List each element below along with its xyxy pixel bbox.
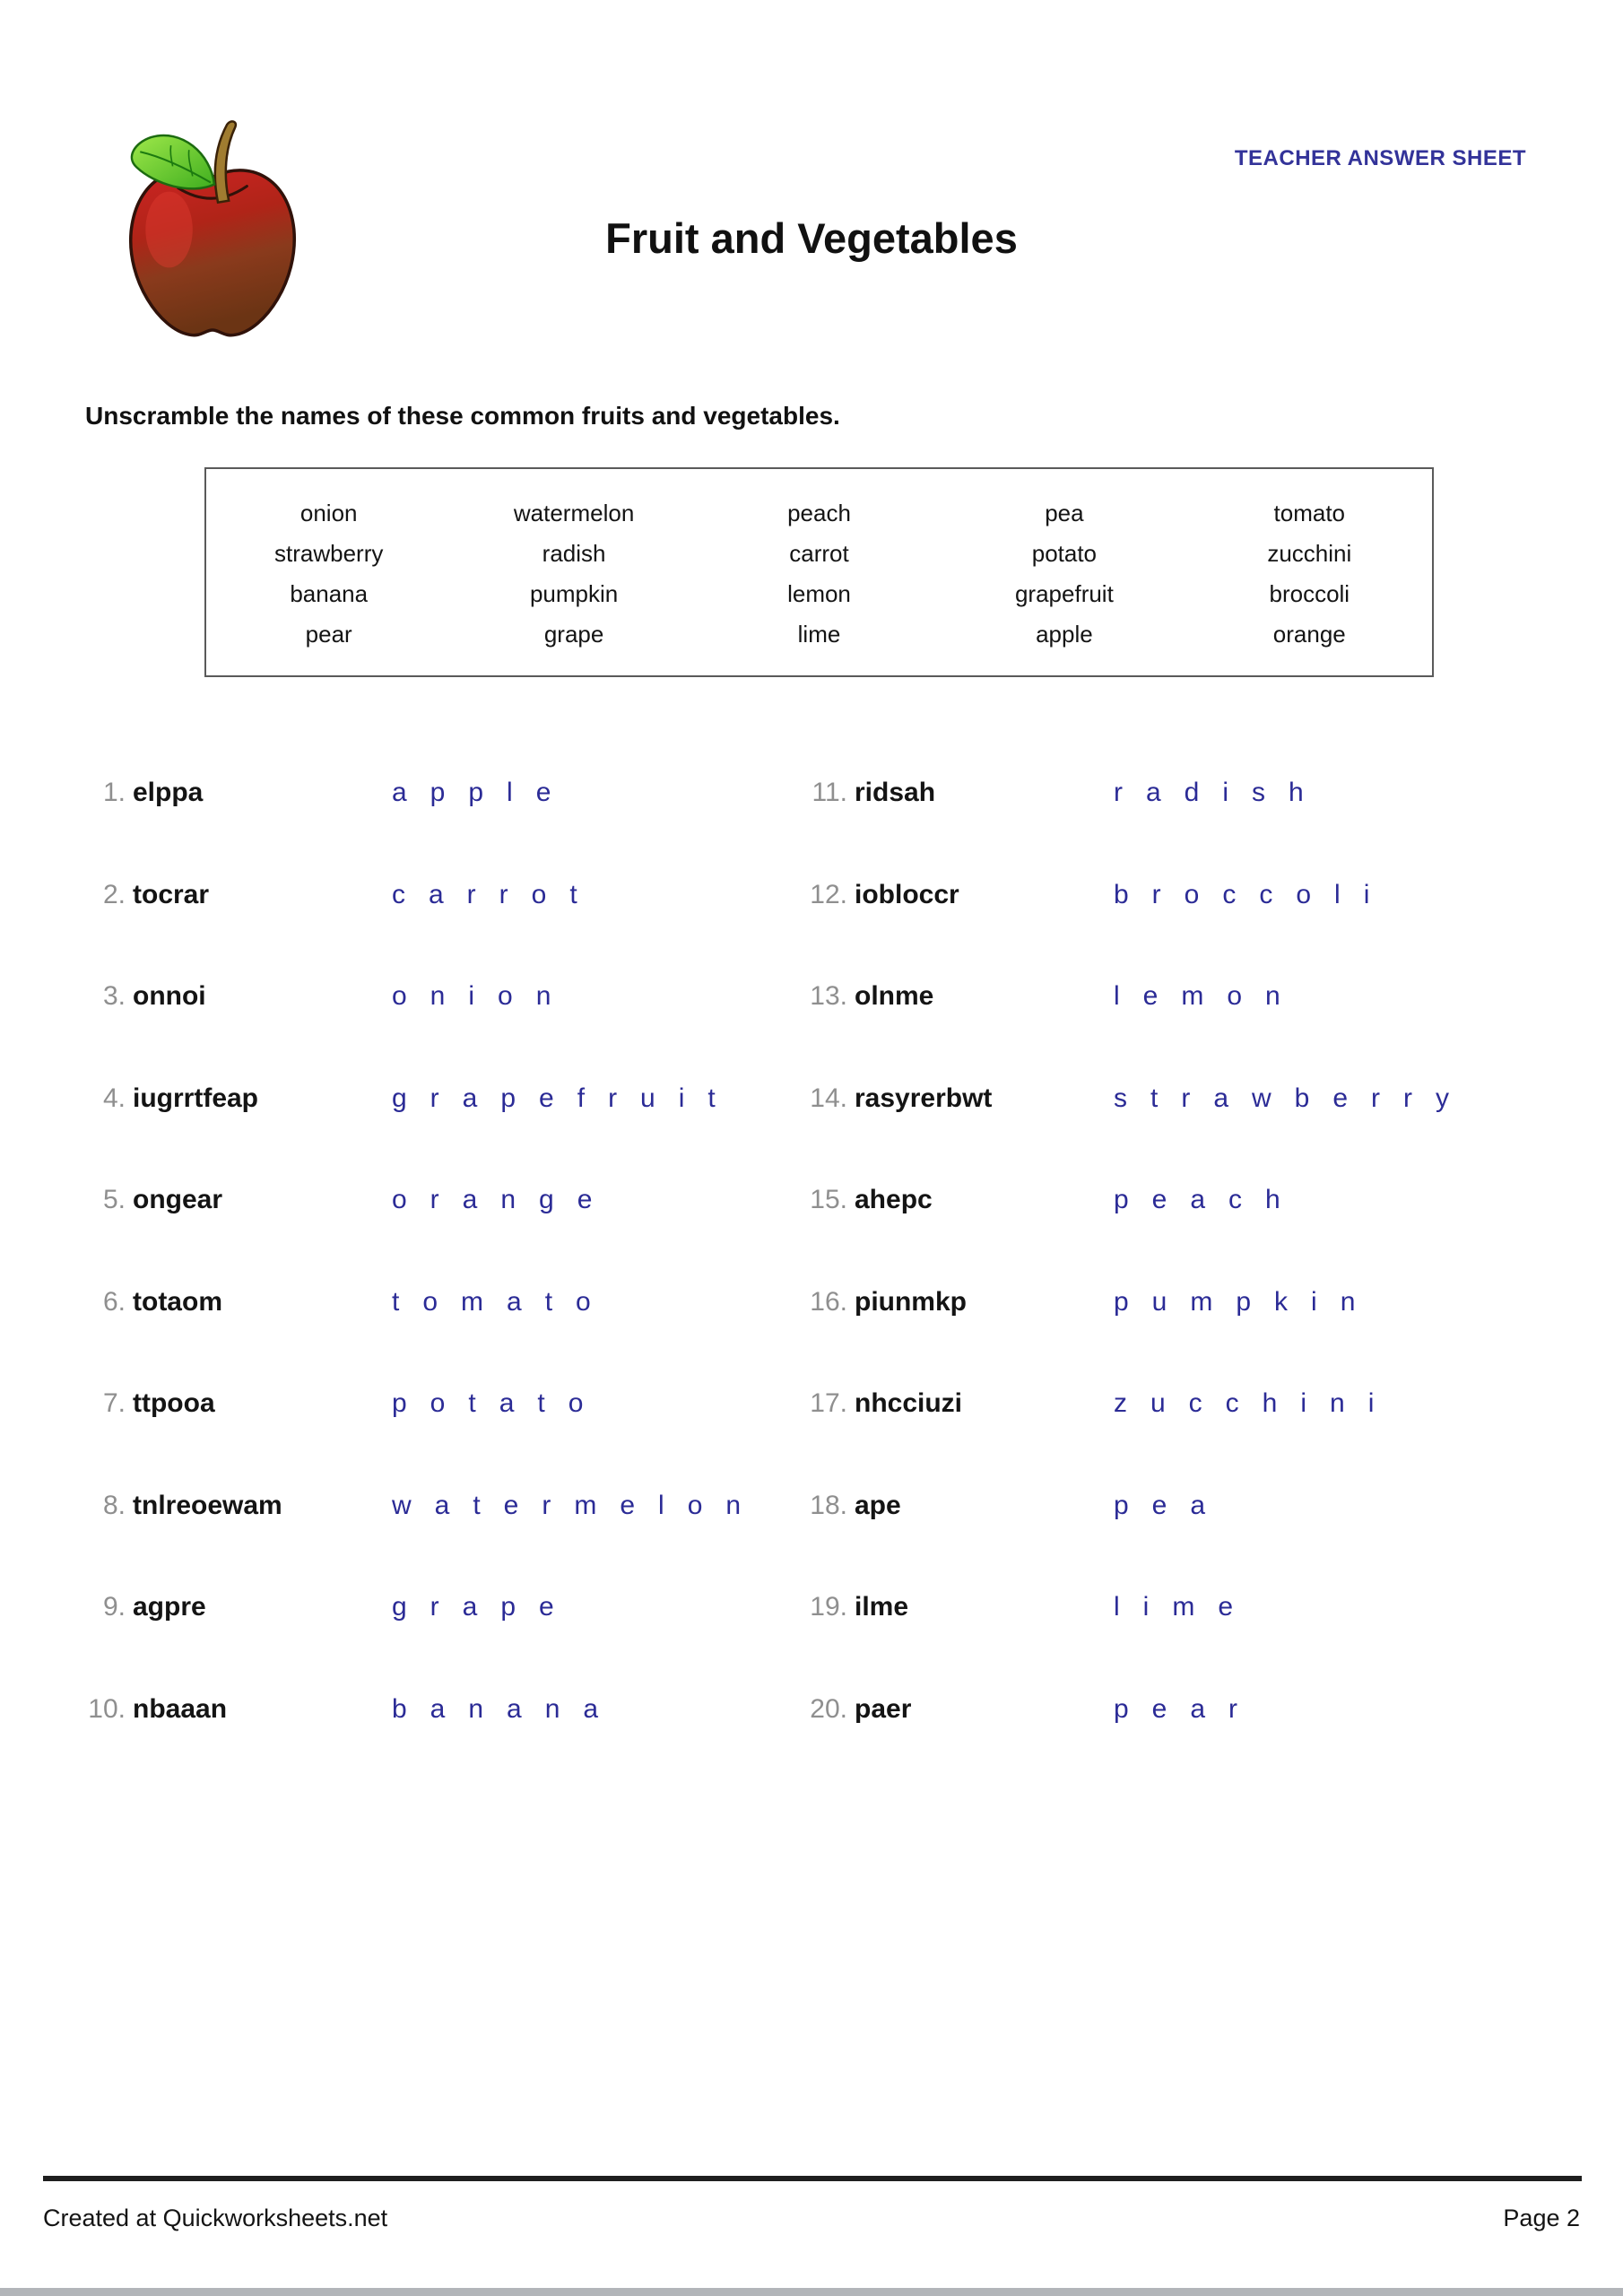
screenshot-bottom-edge <box>0 2288 1623 2296</box>
question-row <box>807 1490 1488 1592</box>
answer-word: apple <box>392 778 575 807</box>
question-row <box>807 1693 1488 1796</box>
scrambled-word: rasyrerbwt <box>855 1083 993 1113</box>
scrambled-word: tocrar <box>133 879 210 909</box>
word-bank-column <box>206 493 451 675</box>
question-row <box>85 1387 767 1490</box>
question-number: 17. <box>810 1388 847 1418</box>
answer-word: peach <box>1114 1185 1304 1214</box>
question-row <box>85 1693 767 1796</box>
word-bank-column <box>451 493 696 675</box>
word-bank-word: pumpkin <box>529 580 619 607</box>
scrambled-word: piunmkp <box>855 1286 967 1317</box>
answer-word: grapefruit <box>392 1083 739 1113</box>
question-number: 10. <box>88 1693 126 1724</box>
scrambled-word: ttpooa <box>133 1388 215 1418</box>
scrambled-word: tnlreoewam <box>133 1490 282 1520</box>
word-bank-word: potato <box>1031 540 1098 567</box>
question-row <box>807 980 1488 1083</box>
question-row <box>807 1083 1488 1185</box>
answer-word: pea <box>1114 1490 1229 1520</box>
question-row <box>85 1591 767 1693</box>
word-bank-box <box>204 467 1434 677</box>
word-bank-column <box>942 493 1186 675</box>
question-number: 12. <box>810 879 847 909</box>
question-number: 4. <box>102 1083 126 1113</box>
answer-word: lemon <box>1114 981 1304 1011</box>
word-bank-word: pea <box>1045 500 1084 526</box>
word-bank-word: peach <box>787 500 851 526</box>
word-bank-word: broccoli <box>1269 580 1350 607</box>
word-bank-word: strawberry <box>274 540 384 567</box>
word-bank-word: onion <box>299 500 358 526</box>
scrambled-word: elppa <box>133 778 204 807</box>
answer-word: watermelon <box>392 1490 765 1520</box>
word-bank-word: lemon <box>787 580 851 607</box>
question-row <box>85 777 767 879</box>
apple-leaf <box>132 135 214 188</box>
word-bank-word: grapefruit <box>1014 580 1114 607</box>
answer-word: potato <box>392 1388 607 1418</box>
question-row <box>807 1387 1488 1490</box>
question-row <box>85 980 767 1083</box>
answer-word: onion <box>392 981 575 1011</box>
scrambled-word: iugrrtfeap <box>133 1083 259 1113</box>
question-row <box>85 1490 767 1592</box>
answer-word: banana <box>392 1693 622 1724</box>
word-bank-word: apple <box>1036 621 1093 648</box>
scrambled-word: paer <box>855 1693 912 1724</box>
question-number: 2. <box>102 879 126 909</box>
question-row <box>807 1286 1488 1388</box>
word-bank-column <box>697 493 942 675</box>
word-bank-word: watermelon <box>513 500 635 526</box>
question-number: 5. <box>102 1185 126 1214</box>
question-number: 6. <box>102 1286 126 1317</box>
question-row <box>85 879 767 981</box>
answer-word: orange <box>392 1185 616 1214</box>
question-number: 15. <box>810 1185 847 1214</box>
question-number: 18. <box>810 1490 847 1520</box>
question-number: 14. <box>810 1083 847 1113</box>
word-bank-word: orange <box>1272 621 1346 648</box>
scrambled-word: nbaaan <box>133 1693 228 1724</box>
scrambled-word: agpre <box>133 1592 206 1622</box>
answer-word: strawberry <box>1114 1083 1473 1113</box>
footer-credit: Created at Quickworksheets.net <box>43 2205 388 2231</box>
answer-word: pear <box>1114 1693 1262 1724</box>
answer-word: tomato <box>392 1286 614 1317</box>
scrambled-word: totaom <box>133 1286 222 1317</box>
scrambled-word: ridsah <box>855 778 936 807</box>
scrambled-word: nhcciuzi <box>855 1388 963 1418</box>
scrambled-word: ongear <box>133 1185 223 1214</box>
word-bank-column <box>1187 493 1432 675</box>
footer-divider <box>43 2176 1582 2181</box>
scrambled-word: ilme <box>855 1592 909 1622</box>
word-bank-word: lime <box>797 621 841 648</box>
question-row <box>85 1083 767 1185</box>
scrambled-word: olnme <box>855 981 934 1011</box>
answer-word: pumpkin <box>1114 1286 1379 1317</box>
page-title: Fruit and Vegetables <box>605 214 1018 262</box>
instruction-text: Unscramble the names of these common fruits and vegetables. <box>85 402 840 430</box>
answer-word: lime <box>1114 1592 1257 1622</box>
question-number: 7. <box>102 1388 126 1418</box>
scrambled-word: onnoi <box>133 981 206 1011</box>
word-bank-word: banana <box>290 580 369 607</box>
question-number: 20. <box>810 1693 847 1724</box>
footer-page-number: Page 2 <box>1503 2205 1580 2231</box>
answer-word: grape <box>392 1592 577 1622</box>
question-row <box>807 879 1488 981</box>
answer-word: zucchini <box>1114 1388 1398 1418</box>
scrambled-word: ape <box>855 1490 901 1520</box>
answer-word: radish <box>1114 778 1327 807</box>
question-number: 13. <box>810 981 847 1011</box>
question-row <box>807 1591 1488 1693</box>
questions-column-right <box>807 777 1488 1795</box>
question-row <box>807 1184 1488 1286</box>
question-number: 16. <box>810 1286 847 1317</box>
question-number: 8. <box>102 1490 126 1520</box>
word-bank-word: carrot <box>789 540 849 567</box>
word-bank-word: grape <box>543 621 604 648</box>
teacher-answer-sheet-label: TEACHER ANSWER SHEET <box>1234 146 1526 170</box>
question-row <box>807 777 1488 879</box>
questions-column-left <box>85 777 767 1795</box>
answer-word: broccoli <box>1114 879 1393 909</box>
word-bank-word: tomato <box>1273 500 1346 526</box>
word-bank-word: radish <box>542 540 606 567</box>
word-bank-word: pear <box>305 621 352 648</box>
question-row <box>85 1286 767 1388</box>
word-bank-word: zucchini <box>1267 540 1352 567</box>
question-number: 3. <box>102 981 126 1011</box>
answer-word: carrot <box>392 879 601 909</box>
question-number: 9. <box>102 1592 126 1622</box>
scrambled-word: ahepc <box>855 1185 933 1214</box>
question-row <box>85 1184 767 1286</box>
scrambled-word: iobloccr <box>855 879 959 909</box>
question-number: 11. <box>812 778 847 807</box>
question-number: 19. <box>810 1592 847 1622</box>
question-number: 1. <box>102 778 126 807</box>
